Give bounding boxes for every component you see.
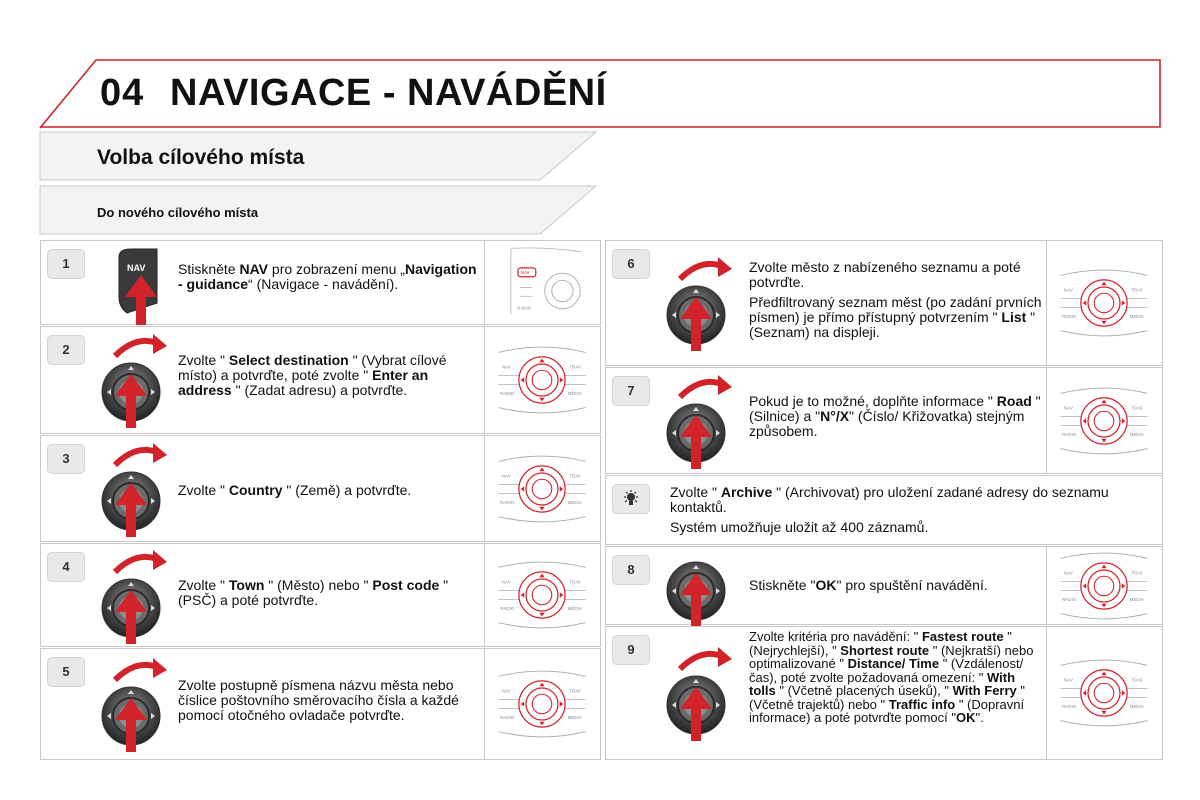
text-run: Stiskněte ": [749, 577, 816, 593]
step-instruction: [178, 483, 468, 503]
panel-label-nav: NAV: [502, 364, 511, 370]
step-number-badge: [47, 335, 85, 365]
panel-label-radio: RADIO: [1062, 596, 1077, 602]
control-panel-nav-illustration: [492, 243, 592, 323]
step-instruction: [749, 578, 1044, 598]
instruction-paragraph: [749, 260, 1044, 290]
text-run: Zvolte ": [670, 484, 721, 500]
step-number-badge: [47, 444, 85, 474]
panel-image-frame: [484, 649, 600, 759]
panel-image-frame: [484, 241, 600, 324]
instruction-paragraph: [670, 520, 1140, 535]
bold-term: With Ferry: [952, 683, 1017, 698]
instruction-paragraph: [749, 295, 1044, 340]
step-number-badge: [612, 376, 650, 406]
text-run: pro zobrazení menu „: [268, 261, 405, 277]
step-number-badge: [47, 552, 85, 582]
panel-label-radio: RADIO: [500, 715, 515, 721]
panel-label-traf: TRAF: [1131, 569, 1144, 575]
text-run: " (Vzdálenost/čas), poté zvolte požadovaná omezení: ": [749, 656, 1024, 685]
rotary-knob-icon: [101, 439, 181, 539]
panel-label-radio: RADIO: [1062, 431, 1077, 437]
instruction-paragraph: [670, 485, 1140, 515]
panel-label-media: MEDIA: [1129, 704, 1144, 710]
control-panel-illustration: [1054, 263, 1154, 343]
panel-label-nav: NAV: [502, 688, 511, 694]
bold-term: Enter an address: [178, 367, 429, 398]
rotary-knob-icon: [666, 529, 746, 629]
panel-image-frame: [1046, 627, 1162, 759]
panel-label-nav: NAV: [502, 579, 511, 585]
panel-label-media: MEDIA: [1129, 314, 1144, 320]
panel-label-media: MEDIA: [567, 499, 582, 505]
step-number: 7: [627, 383, 635, 398]
step-instruction: [178, 578, 458, 613]
instruction-paragraph: [178, 678, 468, 723]
instruction-paragraph: [749, 630, 1044, 725]
panel-label-media: MEDIA: [567, 606, 582, 612]
text-run: " pro spuštění navádění.: [836, 577, 988, 593]
instruction-paragraph: [178, 353, 468, 398]
panel-label-traf: TRAF: [569, 579, 582, 585]
text-run: " (Město) nebo ": [264, 577, 373, 593]
text-run: Systém umožňuje uložit až 400 záznamů.: [670, 519, 929, 535]
step-number: 4: [62, 559, 70, 574]
bold-term: OK: [815, 577, 837, 593]
step-instruction: [178, 353, 468, 403]
step-number: 9: [627, 642, 635, 657]
text-run: Předfiltrovaný seznam měst (po zadání prvních písmen) je přímo přístupný potvrzením ": [749, 294, 1042, 325]
rotary-knob-icon: [666, 371, 746, 471]
chapter-number: 04: [100, 72, 145, 114]
step-number: 1: [62, 256, 70, 271]
control-panel-illustration: [492, 555, 592, 635]
panel-label-radio: RADIO: [1062, 314, 1077, 320]
text-run: Zvolte ": [178, 577, 229, 593]
panel-label-media: MEDIA: [1129, 596, 1144, 602]
step-number: 3: [62, 451, 70, 466]
panel-label-media: MEDIA: [567, 715, 582, 721]
step-number: 8: [627, 562, 635, 577]
instruction-paragraph: [178, 578, 458, 608]
bold-term: Country: [228, 482, 283, 498]
bold-term: Select destination: [228, 352, 349, 368]
section-frames: [0, 128, 620, 240]
instruction-paragraph: [178, 483, 468, 498]
control-panel-illustration: [492, 664, 592, 744]
text-run: Stiskněte: [178, 261, 240, 277]
panel-label-radio: RADIO: [517, 305, 532, 311]
panel-label-traf: TRAF: [1131, 404, 1144, 410]
text-run: Zvolte postupně písmena názvu města nebo číslice poštovního směrovacího čísla a každé pomocí otočného ovladače potvrďte.: [178, 677, 459, 723]
step-number: 6: [627, 256, 635, 271]
step-instruction: [670, 485, 1140, 540]
bold-term: Road: [996, 393, 1032, 409]
step-instruction: [178, 262, 478, 297]
panel-image-frame: [484, 436, 600, 541]
panel-label-media: MEDIA: [1129, 431, 1144, 437]
panel-label-nav: NAV: [520, 269, 530, 275]
bold-term: Fastest route: [921, 629, 1004, 644]
text-run: “ (Navigace - navádění).: [248, 276, 399, 292]
rotary-knob-icon: [666, 253, 746, 353]
control-panel-illustration: [1054, 546, 1154, 626]
panel-label-nav: NAV: [1064, 404, 1073, 410]
text-run: Pokud je to možné, doplňte informace ": [749, 393, 997, 409]
bold-term: Shortest route: [840, 642, 930, 658]
rotary-knob-icon: [101, 654, 181, 754]
control-panel-illustration: [1054, 381, 1154, 461]
chapter-title: NAVIGACE - NAVÁDĚNÍ: [170, 72, 607, 114]
bold-term: List: [1001, 309, 1027, 325]
bold-term: Post code: [372, 577, 440, 593]
step-number-badge: [612, 635, 650, 665]
lightbulb-icon: [621, 489, 641, 509]
text-run: " (Vybrat cílové místo) a potvrďte, poté zvolte ": [178, 352, 447, 383]
text-run: Zvolte kritéria pro navádění: ": [749, 629, 922, 644]
step-number: 2: [62, 342, 70, 357]
panel-image-frame: [484, 544, 600, 646]
text-run: " (Dopravní informace) a poté potvrďte pomocí ": [749, 696, 1025, 725]
panel-label-radio: RADIO: [500, 606, 515, 612]
rotary-knob-icon: [666, 643, 746, 743]
text-run: Zvolte ": [178, 352, 229, 368]
bold-term: With tolls: [749, 669, 1016, 698]
section-title: Volba cílového místa: [97, 146, 305, 169]
bold-term: Distance/ Time: [847, 656, 940, 671]
panel-label-nav: NAV: [1064, 677, 1073, 683]
text-run: " (Zadat adresu) a potvrďte.: [231, 382, 408, 398]
instruction-paragraph: [178, 262, 478, 292]
nav-button-icon: [109, 247, 169, 327]
text-run: " (Včetně placených úseků), ": [775, 683, 953, 698]
text-run: " (Silnice) a ": [749, 393, 1041, 424]
text-run: Zvolte město z nabízeného seznamu a poté potvrďte.: [749, 259, 1021, 290]
text-run: " (PSČ) a poté potvrďte.: [178, 577, 449, 608]
panel-label-nav: NAV: [502, 472, 511, 478]
subsection-title: Do nového cílového místa: [97, 205, 259, 220]
nav-button-label: NAV: [127, 263, 146, 273]
step-instruction: [749, 394, 1044, 444]
rotary-knob-icon: [101, 330, 181, 430]
text-run: Zvolte ": [178, 482, 229, 498]
rotary-knob-icon: [101, 546, 181, 646]
bold-term: Navigation - guidance: [178, 261, 477, 292]
text-run: " (Nejkratší) nebo optimalizované ": [749, 642, 1034, 671]
text-run: " (Seznam) na displeji.: [749, 309, 1036, 340]
step-number-badge: [47, 657, 85, 687]
step-number-badge: [612, 555, 650, 585]
bold-term: Town: [228, 577, 265, 593]
step-number: 5: [62, 664, 70, 679]
text-run: " (Archivovat) pro uložení zadané adresy do seznamu kontaktů.: [670, 484, 1109, 515]
bold-term: NAV: [239, 261, 269, 277]
step-number-badge: [47, 249, 85, 279]
bold-term: N°/X: [820, 408, 850, 424]
panel-image-frame: [1046, 547, 1162, 624]
panel-label-traf: TRAF: [569, 364, 582, 370]
panel-label-nav: NAV: [1064, 569, 1073, 575]
tip-badge: [612, 484, 650, 514]
bold-term: OK: [955, 710, 976, 725]
instruction-paragraph: [749, 394, 1044, 439]
panel-image-frame: [484, 327, 600, 433]
control-panel-illustration: [492, 449, 592, 529]
text-run: " (Nejrychlejší), ": [749, 629, 1012, 658]
instruction-paragraph: [749, 578, 1044, 593]
step-instruction: [178, 678, 468, 728]
step-instruction: [749, 260, 1044, 345]
control-panel-illustration: [492, 340, 592, 420]
text-run: ".: [975, 710, 984, 725]
bold-term: Traffic info: [888, 696, 956, 712]
control-panel-illustration: [1054, 653, 1154, 733]
panel-label-traf: TRAF: [569, 472, 582, 478]
panel-label-radio: RADIO: [500, 499, 515, 505]
bold-term: Archive: [720, 484, 773, 500]
text-run: " (Země) a potvrďte.: [282, 482, 412, 498]
text-run: " (Číslo/ Křižovatka) stejným způsobem.: [749, 408, 1025, 439]
panel-image-frame: [1046, 368, 1162, 473]
panel-label-media: MEDIA: [567, 391, 582, 397]
panel-image-frame: [1046, 241, 1162, 365]
panel-label-nav: NAV: [1064, 287, 1073, 293]
panel-label-traf: TRAF: [1131, 287, 1144, 293]
panel-label-radio: RADIO: [500, 391, 515, 397]
panel-label-traf: TRAF: [569, 688, 582, 694]
step-number-badge: [612, 249, 650, 279]
panel-label-traf: TRAF: [1131, 677, 1144, 683]
step-instruction: [749, 630, 1044, 730]
text-run: " (Včetně trajektů) nebo ": [749, 683, 1026, 712]
panel-label-radio: RADIO: [1062, 704, 1077, 710]
